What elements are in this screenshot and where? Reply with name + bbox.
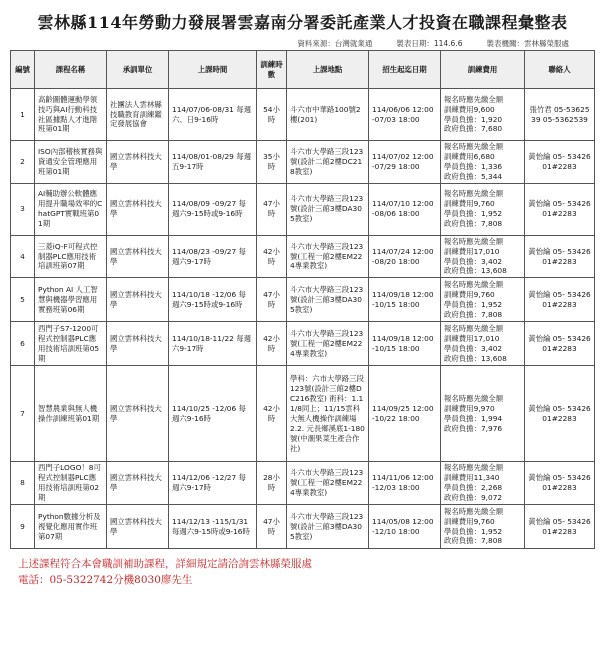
cell-place: 學科：六市大學路三段123號(設計三館2樓DC216教室) 術科：1.11/8同上；11/15雲科大無人機操作訓練場 2.2. 元長鄉溪底1-180號(中潮果菜生產合作社) xyxy=(287,366,369,462)
footer-note xyxy=(10,556,595,589)
cell-time: 114/10/18 -12/06 每週六9-15時或9-16時 xyxy=(169,278,257,322)
table-row xyxy=(11,462,595,505)
cell-name: Python數據分析及視覺化應用實作班第07期 xyxy=(35,505,107,549)
cell-hours: 47小時 xyxy=(257,278,287,322)
col-header-name: 課程名稱 xyxy=(35,51,107,89)
cell-contact: 黃怡綸 05- 5342601#2283 xyxy=(525,322,595,366)
cell-unit: 國立雲林科技大學 xyxy=(107,322,169,366)
cell-no: 7 xyxy=(11,366,35,462)
cell-signup: 114/07/24 12:00 -08/20 18:00 xyxy=(369,235,441,278)
col-header-fee: 訓練費用 xyxy=(441,51,525,89)
cell-time: 114/10/18-11/22 每週六9-17時 xyxy=(169,322,257,366)
cell-fee: 報名時應先繳全額 訓練費用9,760 學員負擔：1,952 政府負擔：7,808 xyxy=(441,183,525,235)
cell-hours: 54小時 xyxy=(257,89,287,141)
cell-fee: 報名時應先繳全額 訓練費用11,340 學員負擔：2,268 政府負擔：9,072 xyxy=(441,462,525,505)
cell-hours: 42小時 xyxy=(257,235,287,278)
cell-hours: 35小時 xyxy=(257,141,287,184)
header-row xyxy=(11,51,595,89)
cell-name: 三菱iQ-F可程式控制器PLC應用技術培訓班第07期 xyxy=(35,235,107,278)
cell-signup: 114/09/25 12:00 -10/22 18:00 xyxy=(369,366,441,462)
cell-no: 9 xyxy=(11,505,35,549)
col-header-place: 上課地點 xyxy=(287,51,369,89)
cell-fee: 報名時應先繳全額 訓練費用6,680 學員負擔：1,336 政府負擔：5,344 xyxy=(441,141,525,184)
cell-contact: 黃怡綸 05- 5342601#2283 xyxy=(525,462,595,505)
cell-name: 高齡圖體運動學領技巧與AI行動科技社區據點人才進階班第01期 xyxy=(35,89,107,141)
cell-hours: 28小時 xyxy=(257,462,287,505)
cell-no: 1 xyxy=(11,89,35,141)
cell-name: 智慧農業與無人機操作訓練班第01期 xyxy=(35,366,107,462)
cell-unit: 國立雲林科技大學 xyxy=(107,505,169,549)
cell-name: 西門子LOGO！8可程式控制器PLC應用技術培訓班第02期 xyxy=(35,462,107,505)
table-row xyxy=(11,278,595,322)
col-header-time: 上課時間 xyxy=(169,51,257,89)
cell-time: 114/12/13 -115/1/31 每週六9-15時或9-16時 xyxy=(169,505,257,549)
cell-unit: 國立雲林科技大學 xyxy=(107,366,169,462)
cell-place: 斗六市大學路三段123號(工程一館2樓EM224專業教室) xyxy=(287,235,369,278)
footer-line-2: 電話：05-5322742分機8030廖先生 xyxy=(18,574,193,587)
cell-signup: 114/07/02 12:00 -07/29 18:00 xyxy=(369,141,441,184)
cell-place: 斗六市大學路三段123號(工程一館2樓EM224專業教室) xyxy=(287,322,369,366)
table-row xyxy=(11,505,595,549)
col-header-no: 編號 xyxy=(11,51,35,89)
meta-line xyxy=(10,36,595,50)
col-header-contact: 聯絡人 xyxy=(525,51,595,89)
cell-unit: 國立雲林科技大學 xyxy=(107,235,169,278)
meta-date: 製表日期：114.6.6 xyxy=(396,38,463,48)
cell-name: AI輔助辦公軟體應用提升職場效率的ChatGPT實戰班第01期 xyxy=(35,183,107,235)
cell-hours: 42小時 xyxy=(257,366,287,462)
cell-no: 5 xyxy=(11,278,35,322)
cell-unit: 社團法人雲林縣技職教育訓練鑑定發展協會 xyxy=(107,89,169,141)
table-row xyxy=(11,89,595,141)
cell-name: ISO內部稽核實務與資通安全管理應用班第01期 xyxy=(35,141,107,184)
col-header-unit: 承訓單位 xyxy=(107,51,169,89)
cell-unit: 國立雲林科技大學 xyxy=(107,462,169,505)
cell-place: 斗六市大學路三段123號(設計三館3樓DA305教室) xyxy=(287,505,369,549)
cell-signup: 114/05/08 12:00 -12/10 18:00 xyxy=(369,505,441,549)
cell-contact: 黃怡綸 05- 5342601#2283 xyxy=(525,183,595,235)
cell-place: 斗六市中華路100號2樓(201) xyxy=(287,89,369,141)
cell-place: 斗六市大學路三段123號(工程一館2樓EM224專業教室) xyxy=(287,462,369,505)
cell-contact: 黃怡綸 05- 5342601#2283 xyxy=(525,141,595,184)
cell-name: 西門子S7-1200可程式控制器PLC應用技術培訓班第05期 xyxy=(35,322,107,366)
cell-time: 114/08/01-08/29 每週五9-17時 xyxy=(169,141,257,184)
cell-unit: 國立雲林科技大學 xyxy=(107,278,169,322)
cell-time: 114/08/23 -09/27 每週六9-17時 xyxy=(169,235,257,278)
table-row xyxy=(11,183,595,235)
cell-fee: 報名時應先繳全額 訓練費用17,010 學員負擔：3,402 政府負擔：13,608 xyxy=(441,235,525,278)
cell-hours: 47小時 xyxy=(257,183,287,235)
meta-org: 製表機關：雲林縣榮服處 xyxy=(486,38,569,48)
cell-contact: 黃怡綸 05- 5342601#2283 xyxy=(525,235,595,278)
cell-time: 114/08/09 -09/27 每週六9-15時或9-16時 xyxy=(169,183,257,235)
cell-signup: 114/09/18 12:00 -10/15 18:00 xyxy=(369,278,441,322)
cell-no: 3 xyxy=(11,183,35,235)
cell-fee: 報名時應先繳全額 訓練費用9,970 學員負擔：1,994 政府負擔：7,976 xyxy=(441,366,525,462)
cell-contact: 張竹君 05-5362539 05-5362539 xyxy=(525,89,595,141)
cell-place: 斗六市大學路三段123號(設計二館2樓DC218教室) xyxy=(287,141,369,184)
cell-time: 114/12/06 -12/27 每週六9-17時 xyxy=(169,462,257,505)
cell-signup: 114/07/10 12:00 -08/06 18:00 xyxy=(369,183,441,235)
table-row xyxy=(11,235,595,278)
cell-fee: 報名時應先繳全額 訓練費用9,760 學員負擔：1,952 政府負擔：7,808 xyxy=(441,278,525,322)
page-title: 雲林縣114年勞動力發展署雲嘉南分署委託產業人才投資在職課程彙整表 xyxy=(37,13,568,32)
cell-contact: 黃怡綸 05- 5342601#2283 xyxy=(525,366,595,462)
cell-signup: 114/11/06 12:00 -12/03 18:00 xyxy=(369,462,441,505)
cell-no: 6 xyxy=(11,322,35,366)
cell-no: 4 xyxy=(11,235,35,278)
cell-place: 斗六市大學路三段123號(設計三館3樓DA305教室) xyxy=(287,278,369,322)
cell-unit: 國立雲林科技大學 xyxy=(107,183,169,235)
cell-hours: 47小時 xyxy=(257,505,287,549)
cell-name: Python AI 人工智慧與機器學習應用實務班第06期 xyxy=(35,278,107,322)
course-table xyxy=(10,50,595,549)
cell-signup: 114/09/18 12:00 -10/15 18:00 xyxy=(369,322,441,366)
table-row xyxy=(11,141,595,184)
cell-fee: 報名時應先繳全額 訓練費用9,600 學員負擔：1,920 政府負擔：7,680 xyxy=(441,89,525,141)
table-row xyxy=(11,322,595,366)
table-row xyxy=(11,366,595,462)
cell-time: 114/10/25 -12/06 每週六9-16時 xyxy=(169,366,257,462)
cell-hours: 42小時 xyxy=(257,322,287,366)
cell-unit: 國立雲林科技大學 xyxy=(107,141,169,184)
cell-fee: 報名時應先繳全額 訓練費用17,010 學員負擔：3,402 政府負擔：13,608 xyxy=(441,322,525,366)
cell-contact: 黃怡綸 05- 5342601#2283 xyxy=(525,278,595,322)
cell-contact: 黃怡綸 05- 5342601#2283 xyxy=(525,505,595,549)
cell-place: 斗六市大學路三段123號(設計三館3樓DA305教室) xyxy=(287,183,369,235)
cell-signup: 114/06/06 12:00 -07/03 18:00 xyxy=(369,89,441,141)
col-header-signup: 招生起迄日期 xyxy=(369,51,441,89)
cell-time: 114/07/06-08/31 每週六、日9-16時 xyxy=(169,89,257,141)
footer-line-1: 上述課程符合本會職訓補助課程，詳細規定請洽詢雲林縣榮服處 xyxy=(18,558,312,571)
meta-source: 資料來源：台灣就業通 xyxy=(297,38,373,48)
col-header-hours: 訓練時數 xyxy=(257,51,287,89)
cell-fee: 報名時應先繳全額 訓練費用9,760 學員負擔：1,952 政府負擔：7,808 xyxy=(441,505,525,549)
cell-no: 8 xyxy=(11,462,35,505)
cell-no: 2 xyxy=(11,141,35,184)
